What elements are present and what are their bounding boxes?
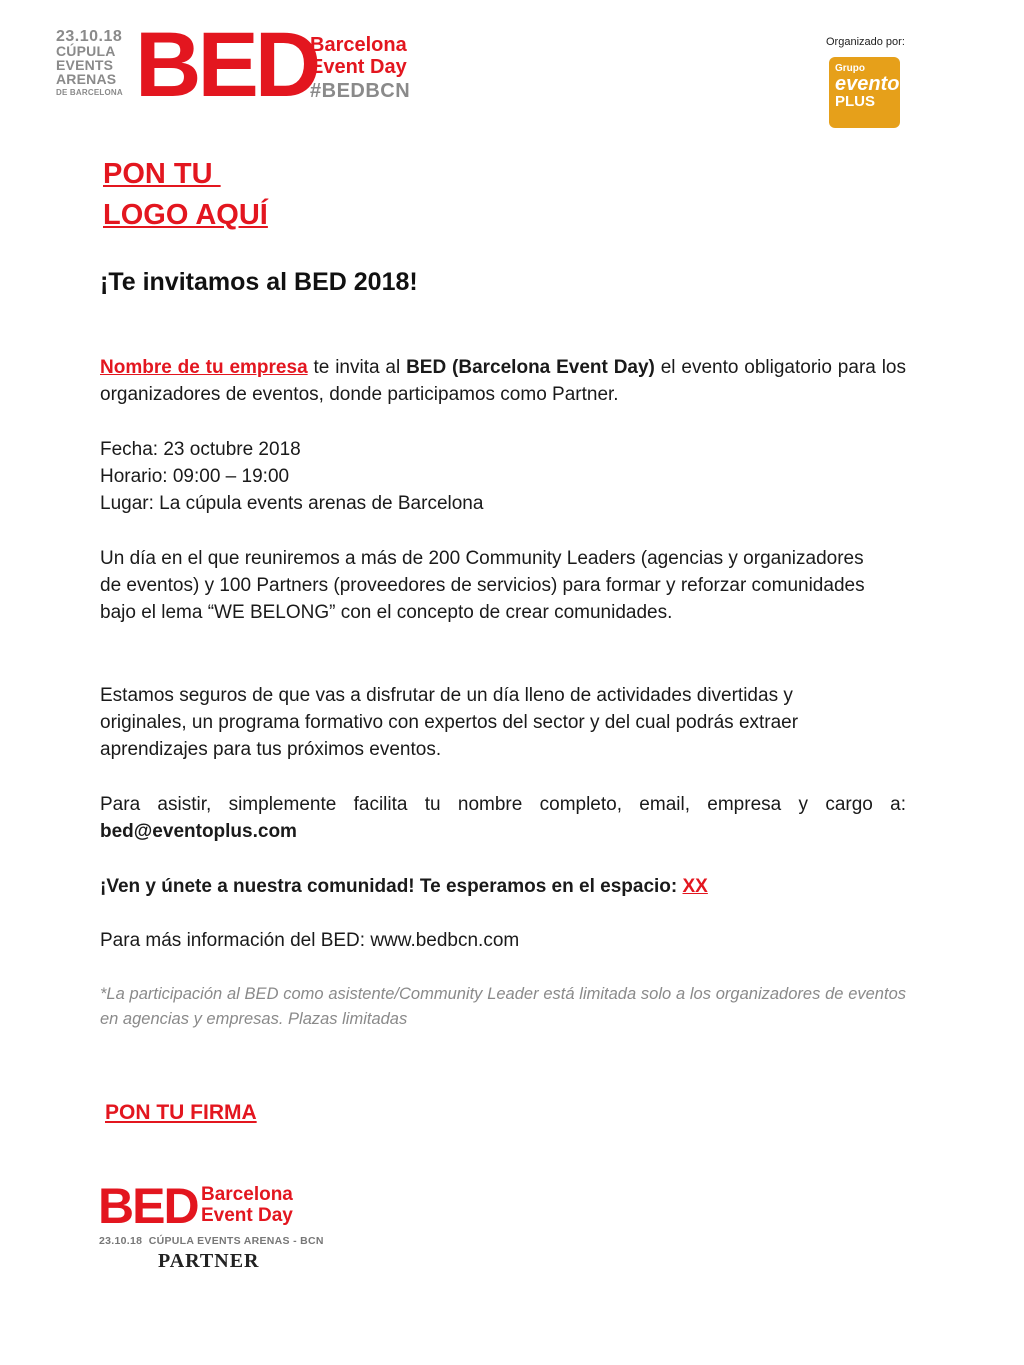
- header-venue-line2: EVENTS: [56, 57, 114, 73]
- header-name-line1: Barcelona: [310, 34, 407, 56]
- participation-note: *La participación al BED como asistente/Community Leader está limitada solo a los organizadores de eventos en agencias y empresas. Plazas limitadas: [100, 985, 906, 1028]
- header-hashtag: #BEDBCN: [310, 80, 411, 102]
- organizer-logo: [829, 57, 900, 128]
- footer-name-line1: Barcelona: [201, 1184, 293, 1205]
- signature-placeholder: PON TU FIRMA: [105, 1101, 257, 1124]
- logo-placeholder-line1: PON TU: [103, 158, 221, 190]
- logo-placeholder: [103, 154, 268, 236]
- event-details: [100, 436, 906, 517]
- activities-paragraph: Estamos seguros de que vas a disfrutar de un día lleno de actividades divertidas y originales, un programa formativo con expertos del sector y del cual podrás extraer aprendizajes para tus próximos eventos.: [100, 685, 799, 760]
- header-name-line2: Event Day: [310, 56, 407, 78]
- registration-text: Para asistir, simplemente facilita tu nombre completo, email, empresa y cargo a:: [100, 794, 906, 815]
- company-name-placeholder: Nombre de tu empresa: [100, 357, 308, 378]
- event-time: Horario: 09:00 – 19:00: [100, 466, 290, 487]
- intro-paragraph: [100, 354, 906, 408]
- footer-subline: 23.10.18 CÚPULA EVENTS ARENAS - BCN: [99, 1235, 324, 1247]
- organizer-logo-line3: PLUS: [835, 93, 876, 110]
- header-bed-logo: BED: [135, 14, 318, 116]
- footer-partner-badge: PARTNER: [158, 1250, 260, 1272]
- description-paragraph: Un día en el que reuniremos a más de 200 Community Leaders (agencias y organizadores de eventos) y 100 Partners (proveedores de servicios) para formar y reforzar comunidades bajo el lema “WE BELONG” con el concepto de crear comunidades.: [100, 548, 865, 623]
- header-venue-line4: DE BARCELONA: [56, 88, 123, 97]
- cta-text: ¡Ven y únete a nuestra comunidad! Te esperamos en el espacio:: [100, 876, 683, 897]
- cta-line: [100, 873, 906, 900]
- footer-name-line2: Event Day: [201, 1205, 293, 1226]
- header-venue-line3: ARENAS: [56, 71, 117, 87]
- footer-event-name: [201, 1184, 293, 1226]
- space-placeholder: XX: [682, 876, 708, 897]
- header-venue-line1: CÚPULA: [56, 43, 116, 59]
- footer-bed-logo: BED: [98, 1178, 198, 1234]
- registration-email: bed@eventoplus.com: [100, 821, 297, 842]
- registration-paragraph: [100, 791, 906, 845]
- more-info-line: Para más información del BED: www.bedbcn.com: [100, 930, 520, 951]
- intro-rest: el evento obligatorio para los organizadores de eventos, donde participamos como Partner.: [100, 357, 906, 405]
- event-date: Fecha: 23 octubre 2018: [100, 439, 301, 460]
- logo-placeholder-line2: LOGO AQUÍ: [103, 199, 268, 231]
- intro-mid: te invita al: [307, 357, 407, 378]
- organizer-logo-line1: Grupo: [835, 63, 865, 74]
- organizer-label: Organizado por:: [826, 36, 905, 48]
- event-name: BED (Barcelona Event Day): [406, 357, 655, 378]
- invite-heading: ¡Te invitamos al BED 2018!: [100, 268, 418, 296]
- header-date-venue: [56, 30, 128, 100]
- header-date: 23.10.18: [56, 28, 123, 45]
- event-location: Lugar: La cúpula events arenas de Barcelona: [100, 493, 484, 514]
- organizer-logo-line2: evento: [835, 73, 900, 95]
- header-event-name: [310, 34, 407, 78]
